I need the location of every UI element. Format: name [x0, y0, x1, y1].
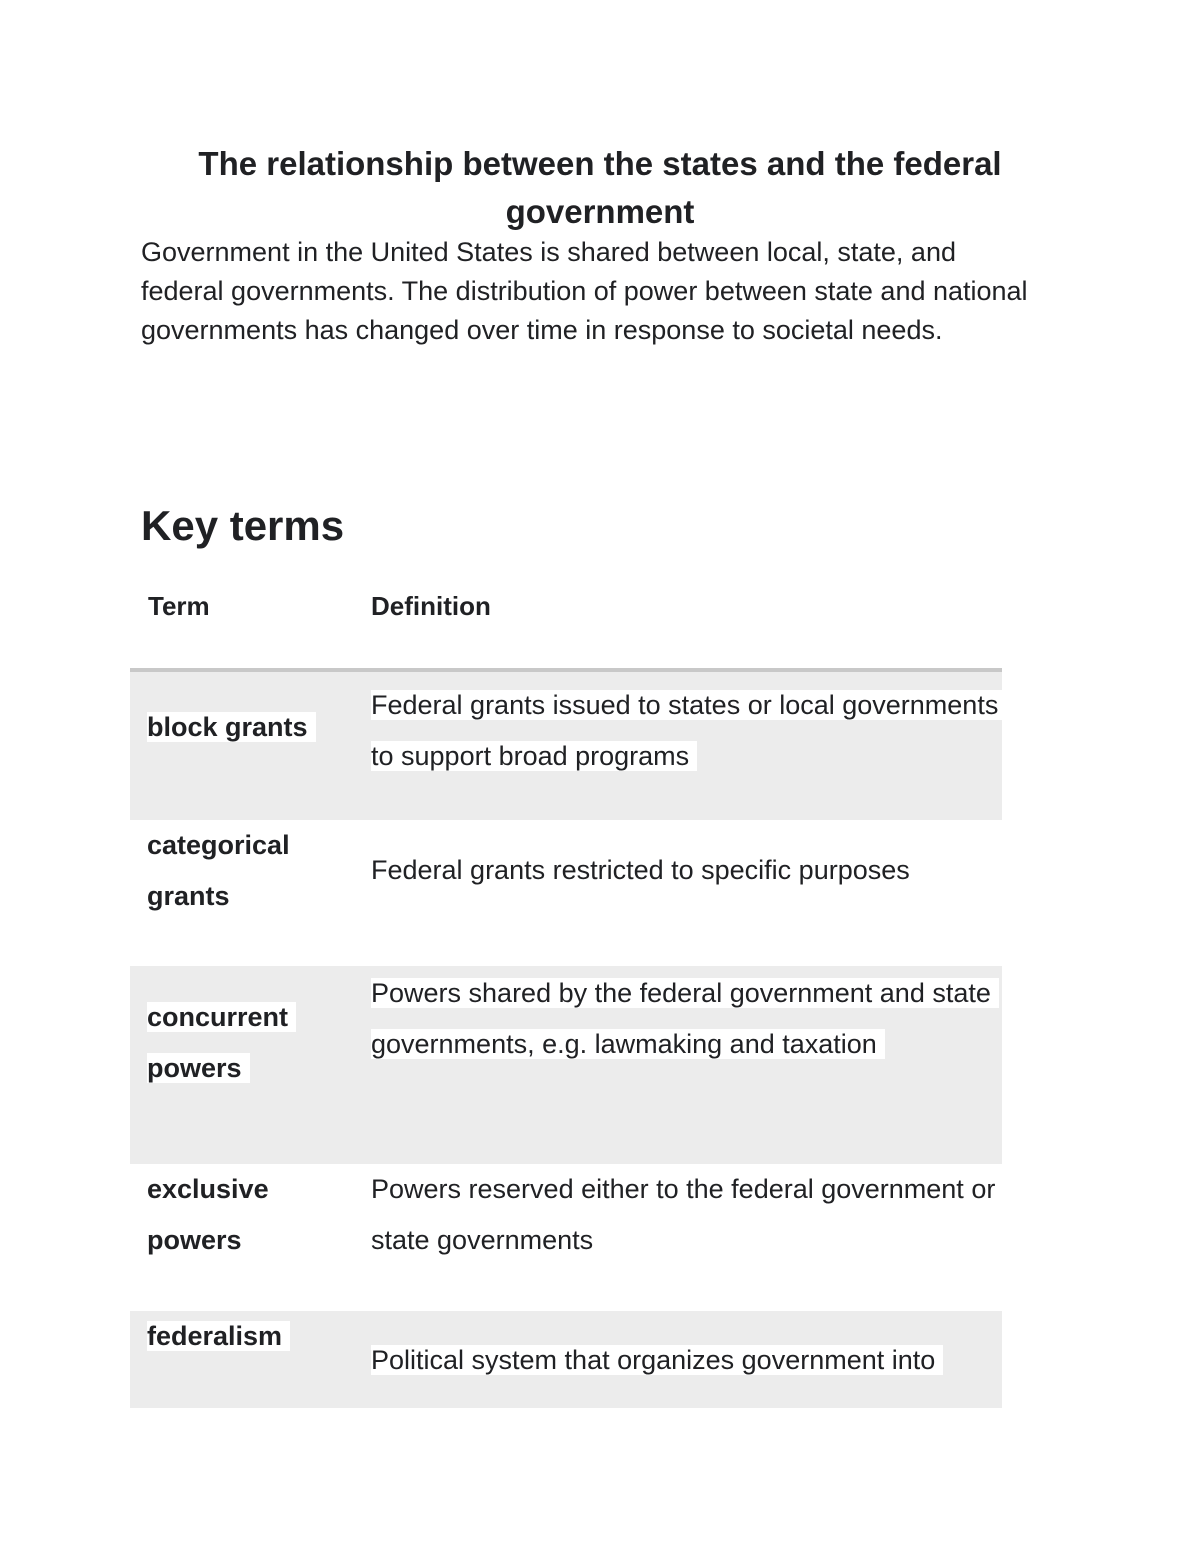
- definition-cell: [354, 820, 1002, 966]
- term-text: federalism: [147, 1321, 290, 1351]
- page-title: The relationship between the states and the federal government: [198, 145, 1002, 230]
- table-row: [130, 820, 1002, 966]
- term-text: exclusive powers: [147, 1174, 269, 1255]
- intro-paragraph: Government in the United States is shared between local, state, and federal governments. The distribution of power between state and national governments has changed over time in response to societal needs.: [141, 237, 1028, 345]
- table-row: [130, 672, 1002, 820]
- term-text: block grants: [147, 712, 316, 742]
- term-cell: [130, 966, 354, 1164]
- column-header-term: Term: [148, 591, 210, 621]
- key-terms-table: [130, 580, 1002, 1408]
- table-row: [130, 966, 1002, 1164]
- term-text: concurrent powers: [147, 1002, 296, 1083]
- term-cell: [130, 672, 354, 820]
- table-row: [130, 1164, 1002, 1311]
- table-header-row: [130, 580, 1002, 672]
- term-cell: [130, 1164, 354, 1311]
- table-row: [130, 1311, 1002, 1408]
- definition-text: Powers reserved either to the federal government or state governments: [371, 1174, 996, 1255]
- definition-cell: [354, 966, 1002, 1164]
- column-header-definition: Definition: [371, 591, 491, 621]
- definition-cell: [354, 1311, 1002, 1408]
- term-cell: [130, 1311, 354, 1408]
- section-heading: Key terms: [141, 502, 345, 549]
- definition-text: Federal grants restricted to specific purposes: [371, 855, 910, 885]
- term-text: categorical grants: [147, 830, 290, 911]
- definition-text: Political system that organizes government into: [371, 1345, 943, 1375]
- definition-cell: [354, 672, 1002, 820]
- term-cell: [130, 820, 354, 966]
- definition-cell: [354, 1164, 1002, 1311]
- definition-text: Powers shared by the federal government and state governments, e.g. lawmaking and taxation: [371, 978, 999, 1059]
- definition-text: Federal grants issued to states or local governments to support broad programs: [371, 690, 1006, 771]
